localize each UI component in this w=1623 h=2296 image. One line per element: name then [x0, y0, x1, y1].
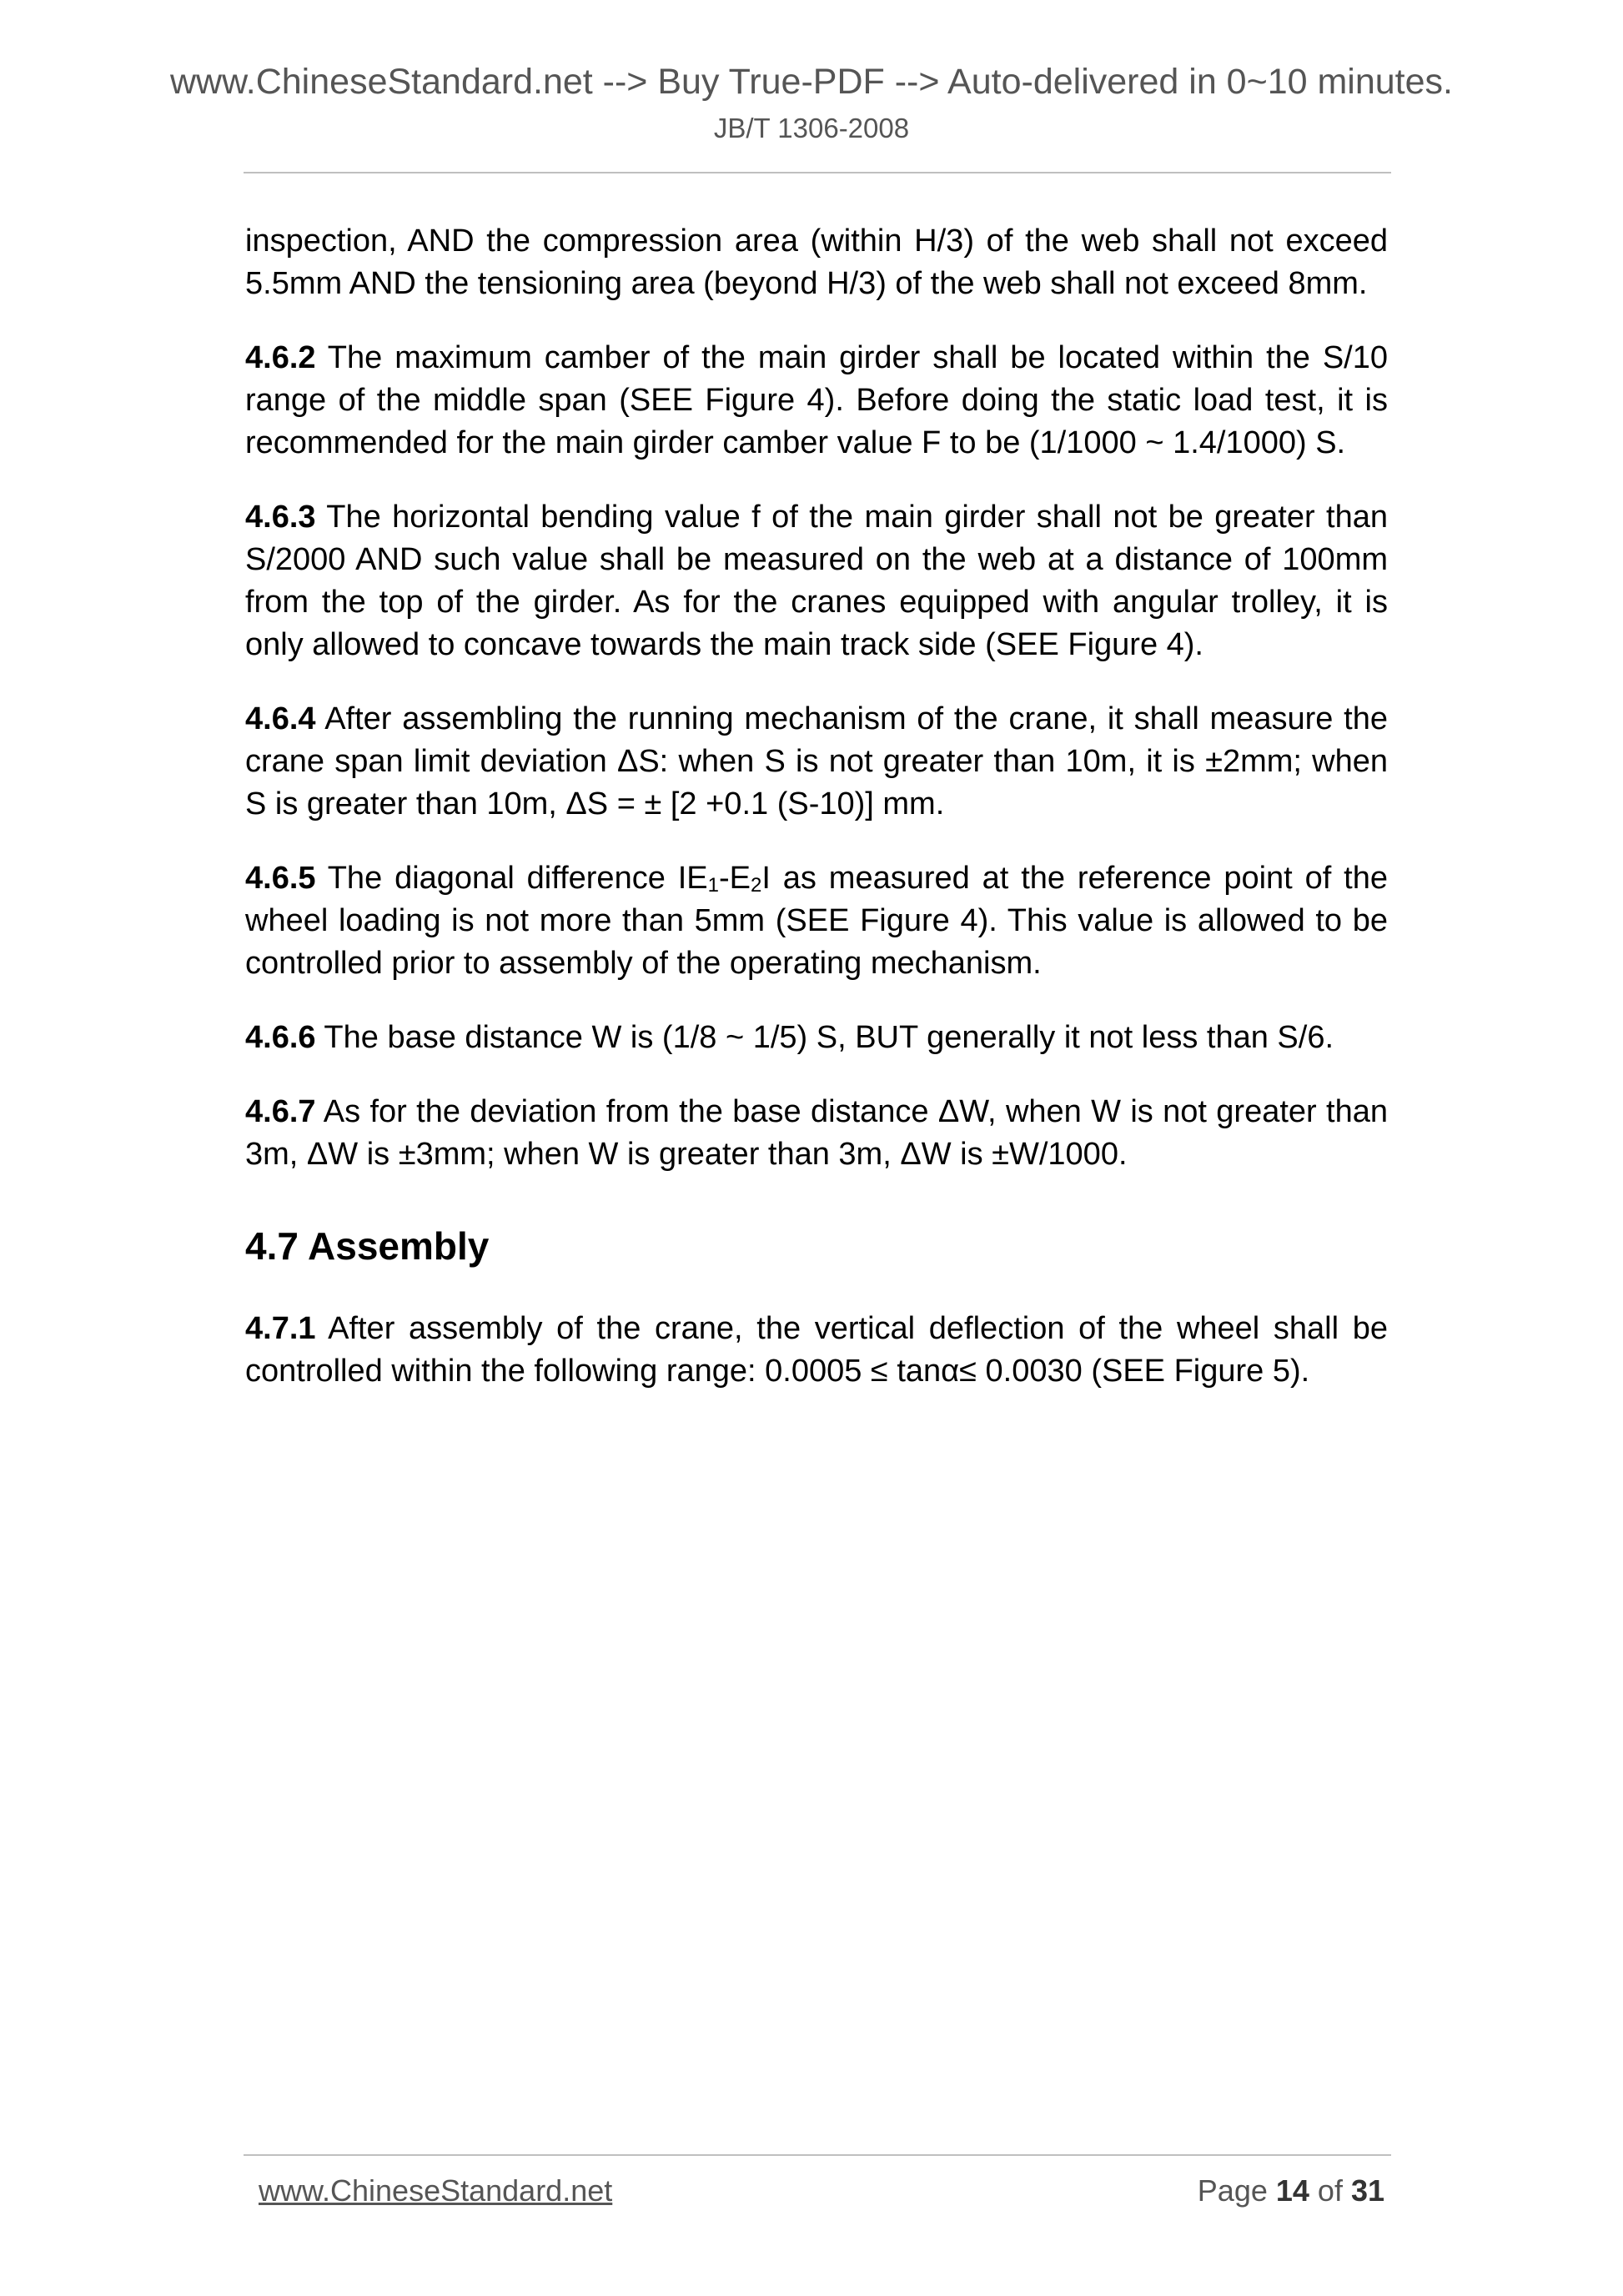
clause-number: 4.6.2 [245, 340, 316, 375]
paragraph-text: The horizontal bending value f of the main girder shall not be greater than S/2000 AND such value shall be measured on the web at a distance of 100mm from the top of the girder. As for the cranes equipped with angular trolley, it is only allowed to concave towards the main track side (SEE Figure 4). [245, 500, 1388, 662]
clause-4-6-2 [245, 337, 1388, 465]
clause-number: 4.6.7 [245, 1094, 316, 1129]
clause-4-6-7 [245, 1091, 1388, 1176]
clause-4-6-4 [245, 698, 1388, 826]
clause-4-6-5 [245, 857, 1388, 985]
of-label: of [1309, 2173, 1351, 2208]
paragraph-text: -E [718, 861, 751, 896]
clause-number: 4.6.6 [245, 1020, 316, 1055]
page-footer [259, 2173, 1384, 2215]
document-body [245, 220, 1388, 1424]
paragraph-text: After assembling the running mechanism of the crane, it shall measure the crane span limit deviation ΔS: when S is not greater than 10m, it is ±2mm; when S is greater than 10m, ΔS = ± [2 +0.1 (S-10)] mm. [245, 701, 1388, 821]
clause-number: 4.6.4 [245, 701, 316, 736]
clause-4-7-1 [245, 1308, 1388, 1393]
section-heading: 4.7 Assembly [245, 1224, 490, 1268]
document-code: JB/T 1306-2008 [713, 113, 910, 143]
current-page-number: 14 [1275, 2173, 1309, 2208]
paragraph-text: I as measured at the reference point of the wheel loading is not more than 5mm (SEE Figure 4). This value is allowed to be controlled prior to assembly of the operating mechanism. [245, 861, 1388, 981]
clause-number: 4.6.5 [245, 861, 316, 896]
footer-website-link[interactable]: www.ChineseStandard.net [259, 2173, 613, 2208]
paragraph-text: inspection, AND the compression area (within H/3) of the web shall not exceed 5.5mm AND the tensioning area (beyond H/3) of the web shall not exceed 8mm. [245, 224, 1388, 301]
clause-4-6-3 [245, 496, 1388, 666]
header-divider [244, 172, 1391, 173]
header-banner-text: www.ChineseStandard.net --> Buy True-PDF --> Auto-delivered in 0~10 minutes. [169, 62, 1453, 102]
page-label: Page [1197, 2173, 1276, 2208]
paragraph-text: The diagonal difference IE [315, 861, 708, 896]
footer-divider [244, 2154, 1391, 2156]
paragraph-text: After assembly of the crane, the vertical deflection of the wheel shall be controlled within the following range: 0.0005 ≤ tanα≤ 0.0030 (SEE Figure 5). [245, 1311, 1388, 1389]
paragraph-text: The base distance W is (1/8 ~ 1/5) S, BUT generally it not less than S/6. [315, 1020, 1334, 1055]
paragraph-text: The maximum camber of the main girder shall be located within the S/10 range of the middle span (SEE Figure 4). Before doing the static load test, it is recommended for the main girder camber value F to be (1/1000 ~ 1.4/1000) S. [245, 340, 1388, 460]
page-header [0, 60, 1623, 145]
clause-number: 4.7.1 [245, 1311, 316, 1346]
clause-4-6-6 [245, 1017, 1388, 1059]
total-page-count: 31 [1350, 2173, 1384, 2208]
paragraph-text: As for the deviation from the base distance ΔW, when W is not greater than 3m, ΔW is ±3mm; when W is greater than 3m, ΔW is ±W/1000. [245, 1094, 1388, 1172]
clause-number: 4.6.3 [245, 500, 316, 535]
subscript: 1 [707, 874, 719, 897]
paragraph-continuation [245, 220, 1388, 305]
page-indicator [1198, 2173, 1384, 2208]
subscript: 2 [750, 874, 762, 897]
